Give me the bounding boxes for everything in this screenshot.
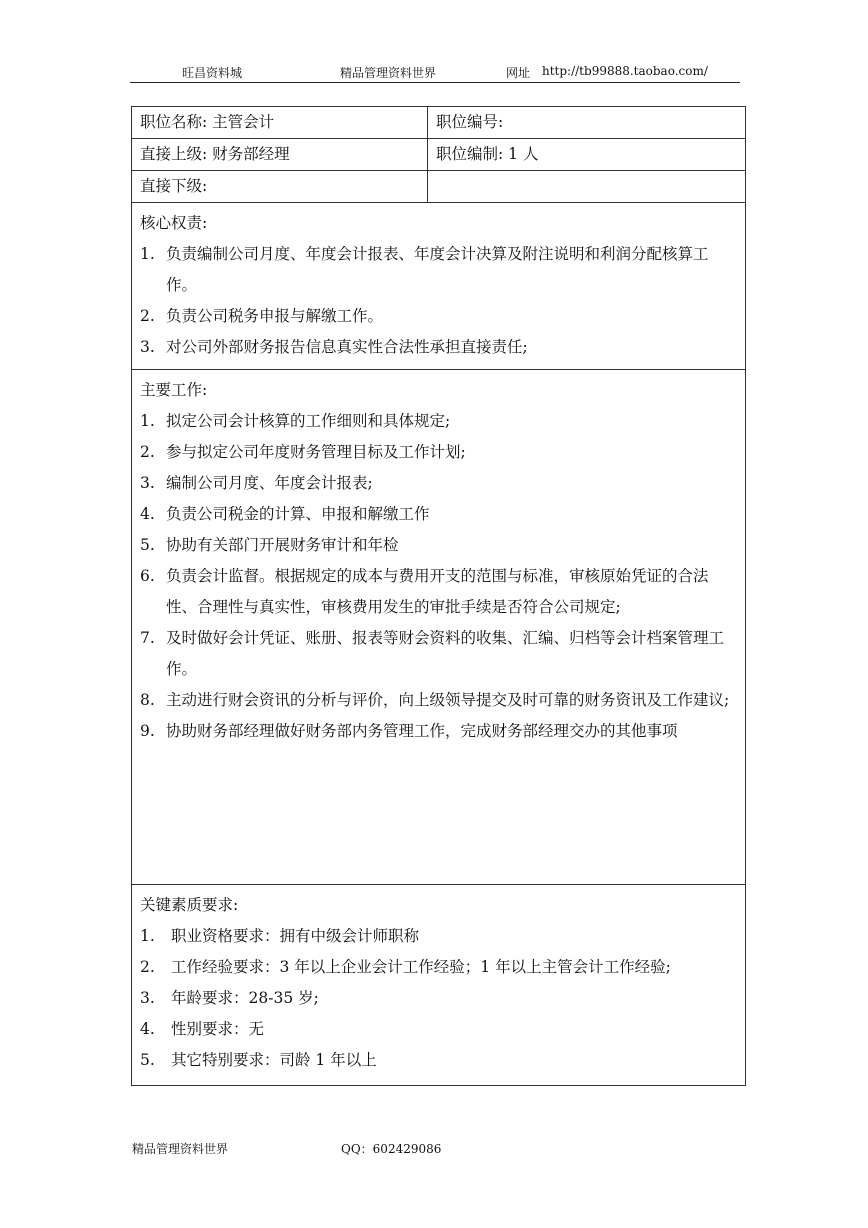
list-item	[140, 332, 737, 363]
list-item	[140, 499, 737, 530]
footer-qq: QQ：602429086	[341, 1142, 442, 1156]
footer-left: 精品管理资料世界	[132, 1142, 229, 1156]
list-item-text: 其它特别要求：司龄 1 年以上	[171, 1051, 377, 1069]
list-item	[140, 468, 737, 499]
subordinate-cell: 直接下级:	[132, 171, 428, 203]
list-item	[140, 623, 737, 685]
section-title: 关键素质要求:	[140, 896, 239, 914]
list-item-text: 工作经验要求：3 年以上企业会计工作经验；1 年以上主管会计工作经验;	[171, 958, 671, 976]
table-row	[132, 139, 746, 171]
list-item-number: 3.	[140, 338, 155, 356]
section-title: 核心权责:	[140, 214, 208, 232]
list-item	[140, 1014, 737, 1045]
position-name-cell: 职位名称: 主管会计	[132, 107, 428, 139]
list-item-number: 5.	[140, 536, 155, 554]
list-item-number: 1.	[140, 927, 155, 945]
header-url: http://tb99888.taobao.com/	[542, 64, 708, 78]
list-item	[140, 437, 737, 468]
list-item	[140, 716, 737, 747]
list-item-number: 4.	[140, 1020, 155, 1038]
table-row	[132, 171, 746, 203]
list-item	[140, 685, 737, 716]
list-item	[140, 561, 737, 623]
list-item-text: 主动进行财会资讯的分析与评价，向上级领导提交及时可靠的财务资讯及工作建议;	[166, 691, 730, 709]
list-item-number: 6.	[140, 567, 155, 585]
list-item-text: 负责编制公司月度、年度会计报表、年度会计决算及附注说明和利润分配核算工作。	[166, 245, 709, 294]
list-item	[140, 239, 737, 301]
list-item-number: 3.	[140, 474, 155, 492]
position-code-cell: 职位编号:	[428, 107, 746, 139]
list-item-text: 参与拟定公司年度财务管理目标及工作计划;	[166, 443, 466, 461]
list-item	[140, 952, 737, 983]
list-item-number: 9.	[140, 722, 155, 740]
list-item-text: 职业资格要求：拥有中级会计师职称	[171, 927, 420, 945]
list-item-text: 及时做好会计凭证、账册、报表等财会资料的收集、汇编、归档等会计档案管理工作。	[166, 629, 725, 678]
list-item-text: 负责公司税务申报与解缴工作。	[166, 307, 384, 325]
list-item-number: 5.	[140, 1051, 155, 1069]
table-row	[132, 370, 746, 885]
list-item-text: 负责公司税金的计算、申报和解缴工作	[166, 505, 430, 523]
core-duties-list	[140, 239, 737, 363]
requirements-list	[140, 921, 737, 1076]
list-item-text: 协助有关部门开展财务审计和年检	[166, 536, 399, 554]
main-work-section	[132, 370, 746, 885]
table-row	[132, 107, 746, 139]
list-item-text: 协助财务部经理做好财务部内务管理工作，完成财务部经理交办的其他事项	[166, 722, 678, 740]
list-item-text: 负责会计监督。根据规定的成本与费用开支的范围与标准，审核原始凭证的合法性、合理性与真实性，审核费用发生的审批手续是否符合公司规定;	[166, 567, 709, 616]
superior-cell: 直接上级: 财务部经理	[132, 139, 428, 171]
header-middle: 精品管理资料世界	[340, 66, 437, 80]
list-item	[140, 1045, 737, 1076]
list-item-text: 年龄要求：28-35 岁;	[171, 989, 319, 1007]
requirements-section	[132, 885, 746, 1086]
list-item-number: 1.	[140, 412, 155, 430]
header-left: 旺昌资料城	[182, 66, 243, 80]
list-item-text: 编制公司月度、年度会计报表;	[166, 474, 373, 492]
list-item	[140, 406, 737, 437]
list-item-number: 1.	[140, 245, 155, 263]
list-item-number: 2.	[140, 443, 155, 461]
list-item-number: 3.	[140, 989, 155, 1007]
list-item-text: 对公司外部财务报告信息真实性合法性承担直接责任;	[166, 338, 528, 356]
main-work-list	[140, 406, 737, 747]
list-item	[140, 301, 737, 332]
list-item	[140, 530, 737, 561]
page-header	[130, 60, 740, 83]
list-item	[140, 921, 737, 952]
list-item-number: 8.	[140, 691, 155, 709]
header-url-label: 网址	[506, 66, 531, 80]
table-row	[132, 203, 746, 370]
list-item-text: 性别要求：无	[171, 1020, 265, 1038]
list-item-number: 2.	[140, 307, 155, 325]
list-item-number: 7.	[140, 629, 155, 647]
core-duties-section	[132, 203, 746, 370]
list-item	[140, 983, 737, 1014]
list-item-number: 2.	[140, 958, 155, 976]
job-description-table	[131, 106, 746, 1086]
section-title: 主要工作:	[140, 381, 208, 399]
empty-cell	[428, 171, 746, 203]
list-item-text: 拟定公司会计核算的工作细则和具体规定;	[166, 412, 451, 430]
list-item-number: 4.	[140, 505, 155, 523]
table-row	[132, 885, 746, 1086]
headcount-cell: 职位编制: 1 人	[428, 139, 746, 171]
